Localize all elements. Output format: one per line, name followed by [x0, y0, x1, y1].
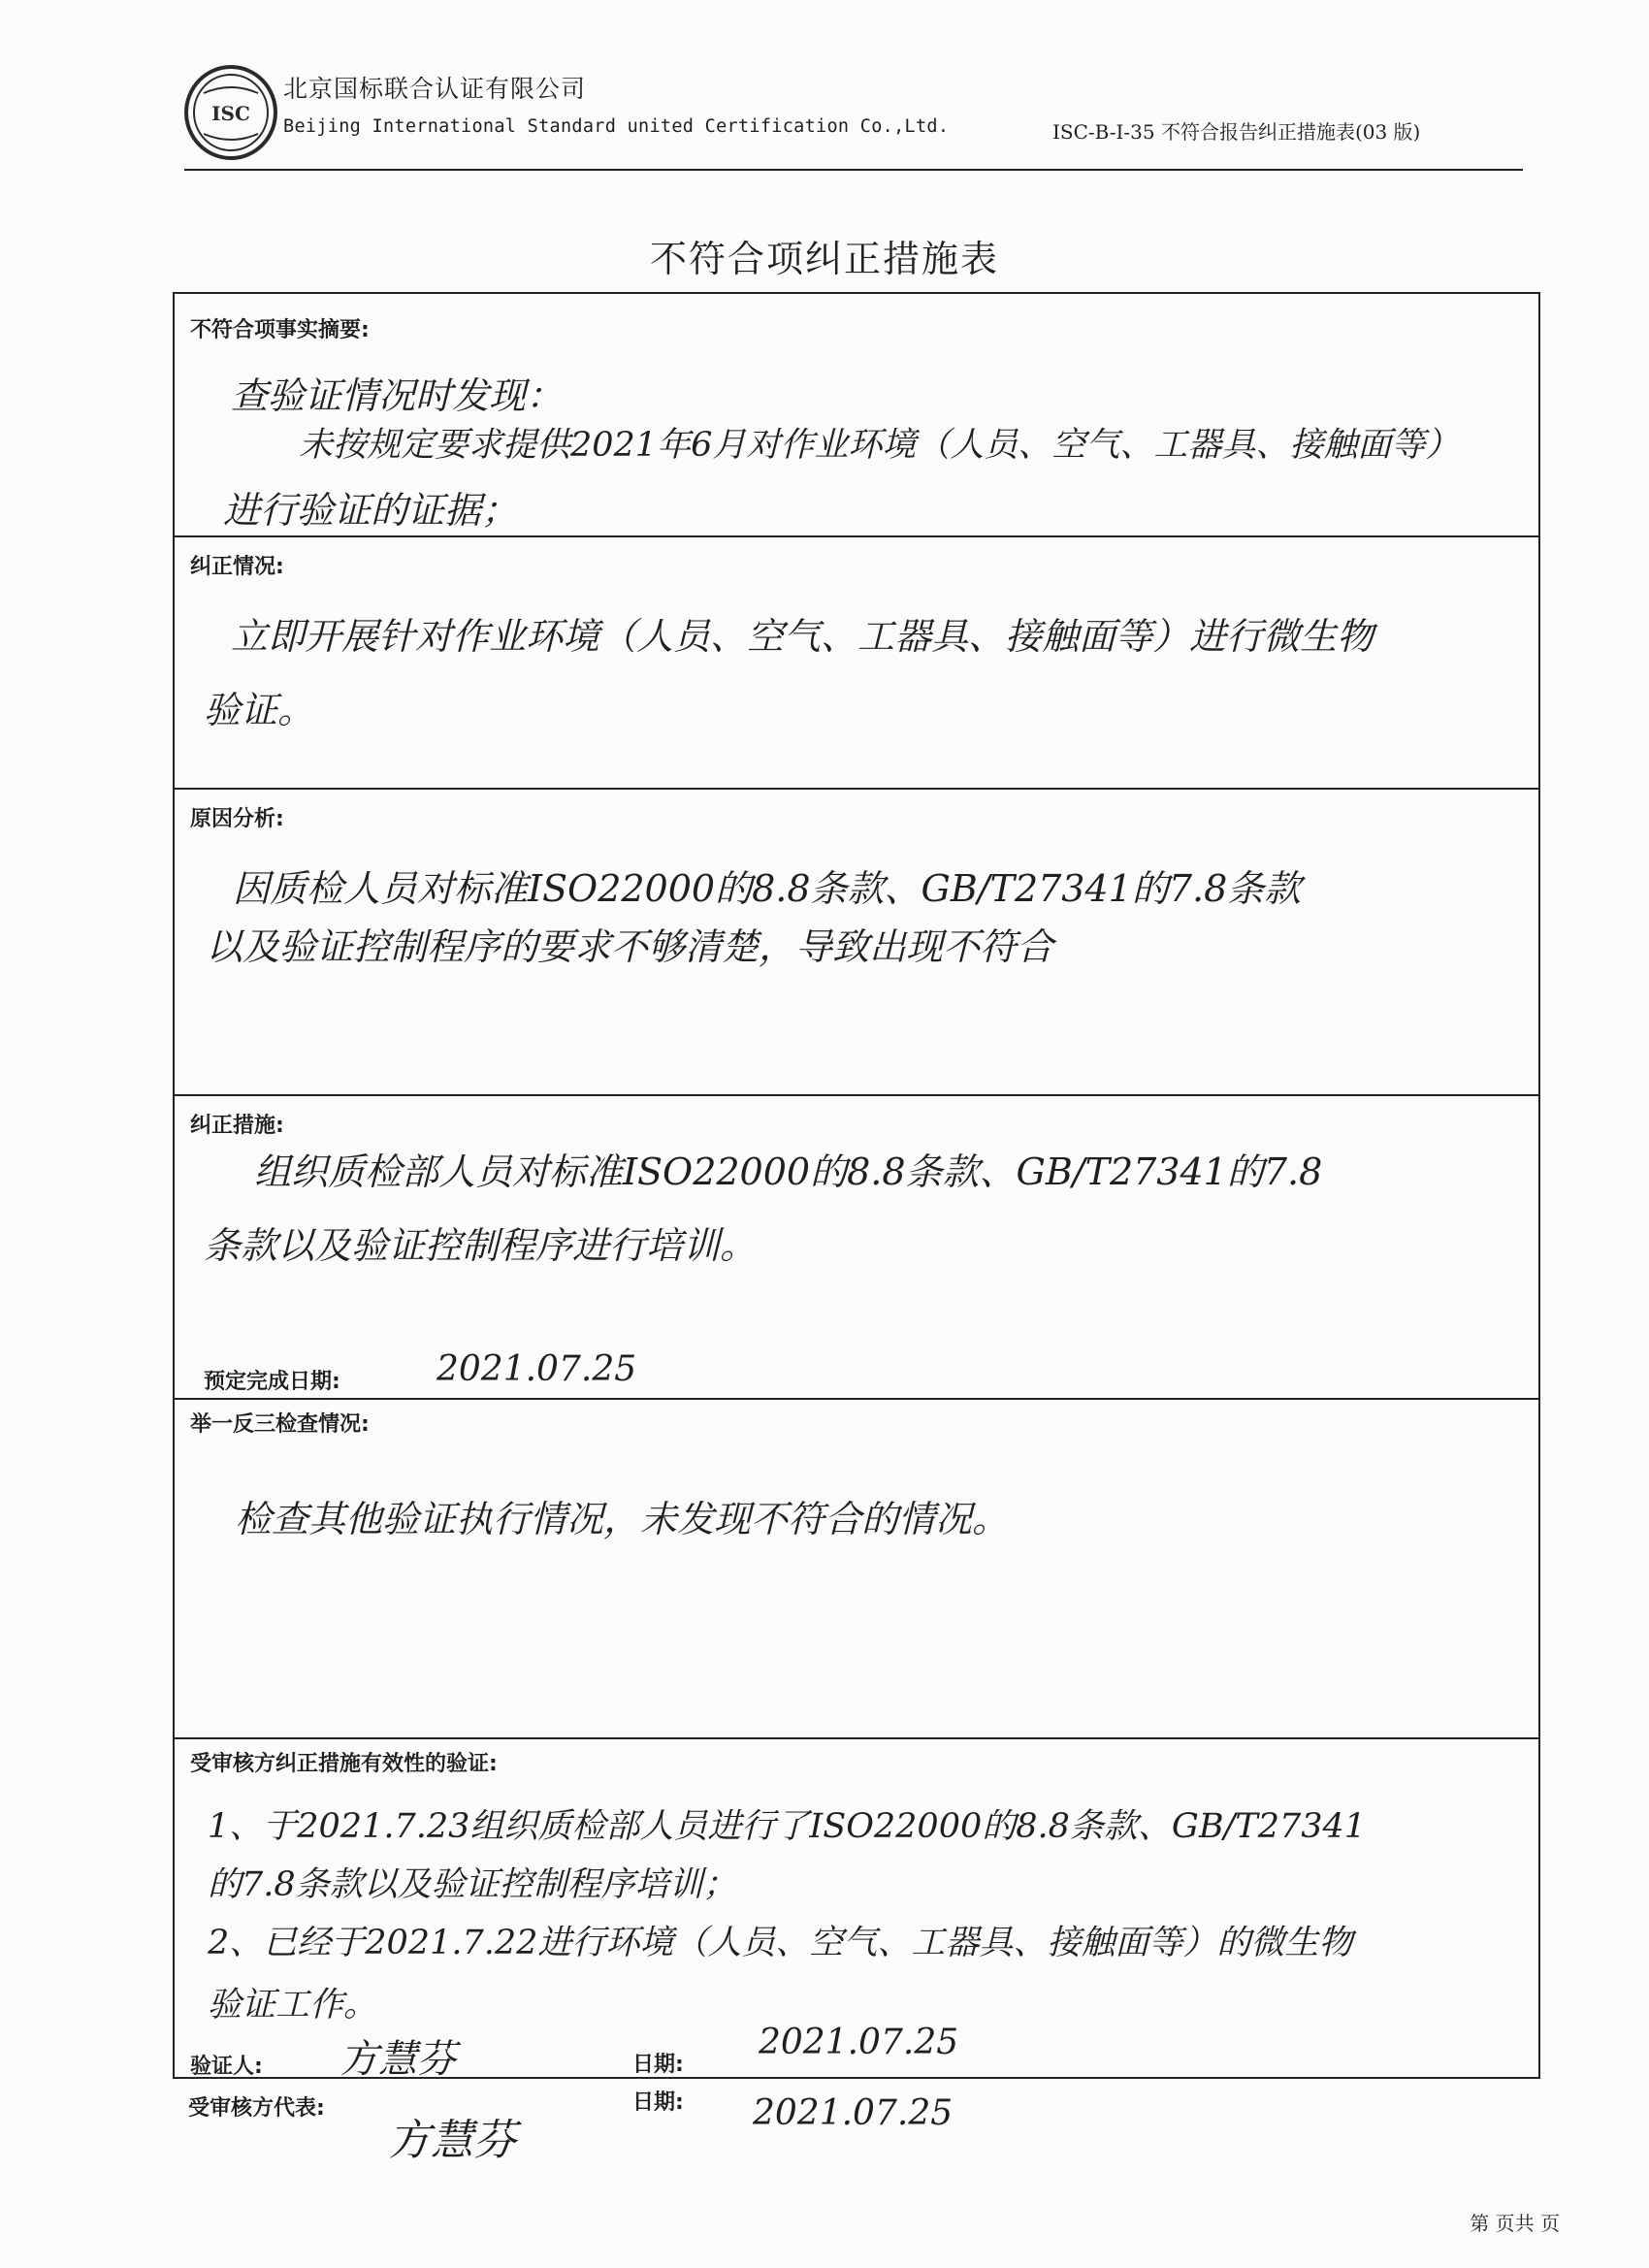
- logo-text: ISC: [211, 102, 250, 125]
- row-divider: [175, 788, 1538, 790]
- isc-logo-seal: [182, 64, 279, 161]
- verifier-signature: 方慧芬: [340, 2037, 456, 2082]
- representative-signature: 方慧芬: [388, 2116, 516, 2165]
- representative-label: 受审核方代表:: [188, 2096, 325, 2121]
- form-title: 不符合项纠正措施表: [649, 238, 999, 280]
- row-divider: [175, 535, 1538, 537]
- verification-line-1: 1、于2021.7.23组织质检部人员进行了ISO22000的8.8条款、GB/T27341: [208, 1807, 1367, 1846]
- company-name-en: Beijing International Standard united Certification Co.,Ltd.: [283, 116, 950, 137]
- page-counter: 第 页共 页: [1470, 2212, 1560, 2235]
- representative-date-value: 2021.07.25: [753, 2093, 954, 2133]
- measures-line-2: 条款以及验证控制程序进行培训。: [204, 1224, 758, 1267]
- company-name-cn: 北京国标联合认证有限公司: [283, 75, 587, 103]
- correction-line-1: 立即开展针对作业环境（人员、空气、工器具、接触面等）进行微生物: [231, 615, 1374, 658]
- row-divider: [175, 1398, 1538, 1400]
- extended-check-label: 举一反三检查情况:: [190, 1412, 370, 1437]
- form-code: ISC-B-I-35 不符合报告纠正措施表(03 版): [1052, 120, 1421, 144]
- row-divider: [175, 1737, 1538, 1739]
- cause-line-2: 以及验证控制程序的要求不够清楚，导致出现不符合: [206, 925, 1054, 968]
- due-date-value: 2021.07.25: [436, 1349, 637, 1389]
- extended-check-line-1: 检查其他验证执行情况，未发现不符合的情况。: [235, 1498, 1010, 1540]
- facts-line-1: 查验证情况时发现：: [231, 374, 564, 417]
- measures-line-1: 组织质检部人员对标准ISO22000的8.8条款、GB/T27341的7.8: [254, 1150, 1323, 1193]
- cause-line-1: 因质检人员对标准ISO22000的8.8条款、GB/T27341的7.8条款: [233, 867, 1302, 910]
- correction-line-2: 验证。: [204, 689, 315, 731]
- verification-date-value: 2021.07.25: [759, 2023, 959, 2062]
- cause-label: 原因分析:: [190, 807, 284, 831]
- verification-label: 受审核方纠正措施有效性的验证:: [190, 1752, 498, 1776]
- due-date-label: 预定完成日期:: [204, 1370, 340, 1394]
- row-divider: [175, 1094, 1538, 1096]
- verification-line-3: 2、已经于2021.7.22进行环境（人员、空气、工器具、接触面等）的微生物: [208, 1924, 1353, 1962]
- representative-date-label: 日期:: [632, 2090, 684, 2115]
- verification-line-2: 的7.8条款以及验证控制程序培训；: [208, 1865, 737, 1904]
- verification-date-label: 日期:: [632, 2053, 684, 2077]
- verifier-label: 验证人:: [190, 2055, 263, 2079]
- verification-line-4: 验证工作。: [208, 1986, 378, 2025]
- facts-line-2: 未按规定要求提供2021年6月对作业环境（人员、空气、工器具、接触面等）: [299, 426, 1460, 465]
- facts-line-3: 进行验证的证据；: [223, 489, 519, 532]
- facts-label: 不符合项事实摘要:: [190, 318, 370, 342]
- measures-label: 纠正措施:: [190, 1114, 284, 1138]
- correction-label: 纠正情况:: [190, 555, 284, 579]
- corrective-action-table: [173, 292, 1540, 2082]
- header-divider: [184, 169, 1523, 171]
